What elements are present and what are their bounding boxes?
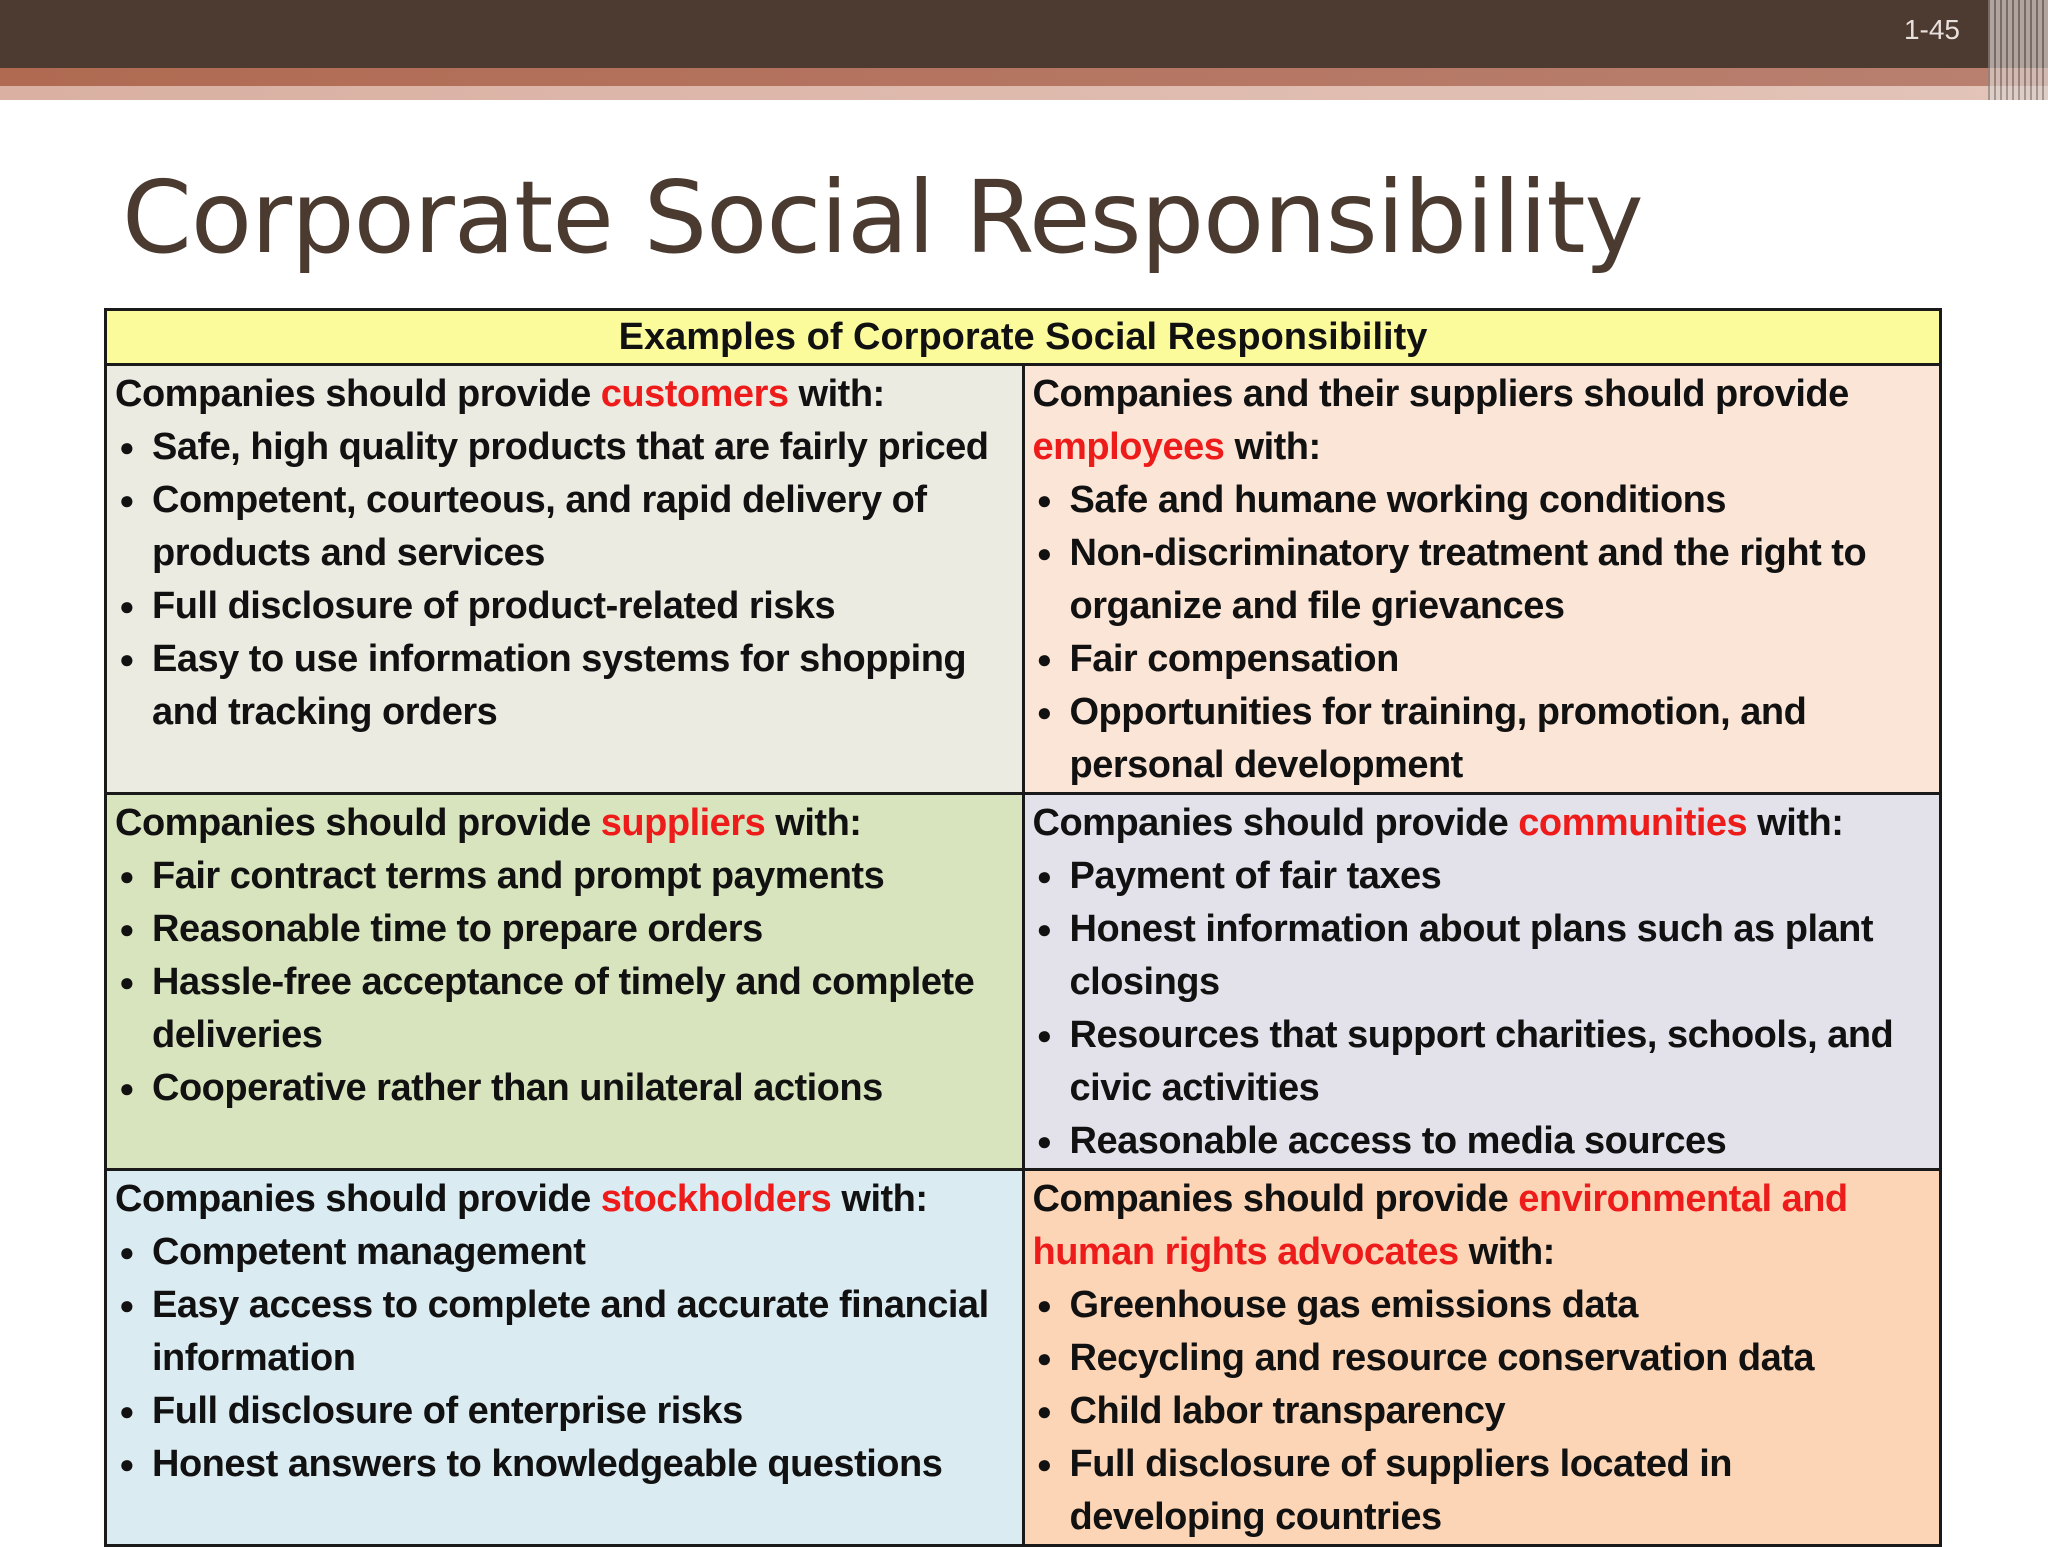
table-row [106,365,1941,794]
table-header-row [106,310,1941,365]
cell-intro [115,797,1016,850]
bullet-item: ● Resources that support charities, schools, and civic activities [1033,1009,1934,1115]
bullet-item: ● Recycling and resource conservation data [1033,1332,1934,1385]
cell-intro [1033,797,1934,850]
intro-text-before: Companies should provide [115,1178,601,1220]
intro-text-before: Companies should provide [115,802,601,844]
bullet-item: ● Non-discriminatory treatment and the right to organize and file grievances [1033,527,1934,633]
bullet-item: ● Cooperative rather than unilateral actions [115,1062,1016,1115]
cell-employees [1023,365,1941,794]
cell-intro [1033,1173,1934,1279]
banner-stripe-dark [0,68,2048,86]
intro-text-before: Companies should provide [1032,802,1519,844]
cell-intro [115,368,1016,421]
bullet-item: ● Fair contract terms and prompt payments [115,850,1016,903]
intro-text-after: with: [788,373,885,415]
intro-text-after: with: [831,1178,928,1220]
slide-number: 1-45 [1903,14,1960,45]
stakeholder-highlight: environmental and human rights advocates [1032,1178,1848,1273]
cell-intro [1033,368,1934,474]
bullet-item: ● Competent, courteous, and rapid delivery of products and services [115,474,1016,580]
bullet-item: ● Safe and humane working conditions [1033,474,1934,527]
bullet-item: ● Easy to use information systems for shopping and tracking orders [115,633,1016,739]
bullet-item: ● Reasonable time to prepare orders [115,903,1016,956]
bullet-list [1033,1279,1934,1544]
top-banner [0,0,2048,68]
bullet-item: ● Full disclosure of suppliers located in developing countries [1033,1438,1934,1544]
intro-text-after: with: [765,802,862,844]
bullet-list [1033,850,1934,1168]
intro-text-before: Companies and their suppliers should provide [1032,373,1849,415]
bullet-item: ● Fair compensation [1033,633,1934,686]
cell-customers [106,365,1024,794]
intro-text-before: Companies should provide [1032,1178,1519,1220]
stakeholder-highlight: suppliers [600,802,766,844]
bullet-item: ● Safe, high quality products that are fairly priced [115,421,1016,474]
bullet-item: ● Honest information about plans such as plant closings [1033,903,1934,1009]
stakeholder-highlight: communities [1518,802,1748,844]
bullet-item: ● Payment of fair taxes [1033,850,1934,903]
bullet-item: ● Child labor transparency [1033,1385,1934,1438]
cell-intro [115,1173,1016,1226]
bullet-item: ● Full disclosure of enterprise risks [115,1385,1016,1438]
csr-examples-table [104,308,1942,1547]
bullet-item: ● Hassle-free acceptance of timely and complete deliveries [115,956,1016,1062]
intro-text-after: with: [1224,426,1321,468]
table-row [106,794,1941,1170]
cell-stockholders [106,1170,1024,1546]
bullet-item: ● Greenhouse gas emissions data [1033,1279,1934,1332]
cell-suppliers [106,794,1024,1170]
bullet-item: ● Honest answers to knowledgeable questions [115,1438,1016,1491]
bullet-item: ● Reasonable access to media sources [1033,1115,1934,1168]
banner-edge-lines [1988,0,2048,100]
table-header: Examples of Corporate Social Responsibility [106,310,1941,365]
bullet-item: ● Full disclosure of product-related risks [115,580,1016,633]
bullet-list [115,421,1016,739]
slide-title: Corporate Social Responsibility [122,159,1643,276]
bullet-item: ● Opportunities for training, promotion, and personal development [1033,686,1934,792]
bullet-list [115,850,1016,1115]
bullet-list [115,1226,1016,1491]
stakeholder-highlight: employees [1032,426,1225,468]
table-row [106,1170,1941,1546]
bullet-list [1033,474,1934,792]
intro-text-after: with: [1747,802,1844,844]
bullet-item: ● Competent management [115,1226,1016,1279]
stakeholder-highlight: customers [600,373,789,415]
cell-environmental-advocates [1023,1170,1941,1546]
intro-text-after: with: [1458,1231,1555,1273]
stakeholder-highlight: stockholders [600,1178,832,1220]
banner-stripe-light [0,86,2048,100]
cell-communities [1023,794,1941,1170]
bullet-item: ● Easy access to complete and accurate financial information [115,1279,1016,1385]
intro-text-before: Companies should provide [115,373,601,415]
